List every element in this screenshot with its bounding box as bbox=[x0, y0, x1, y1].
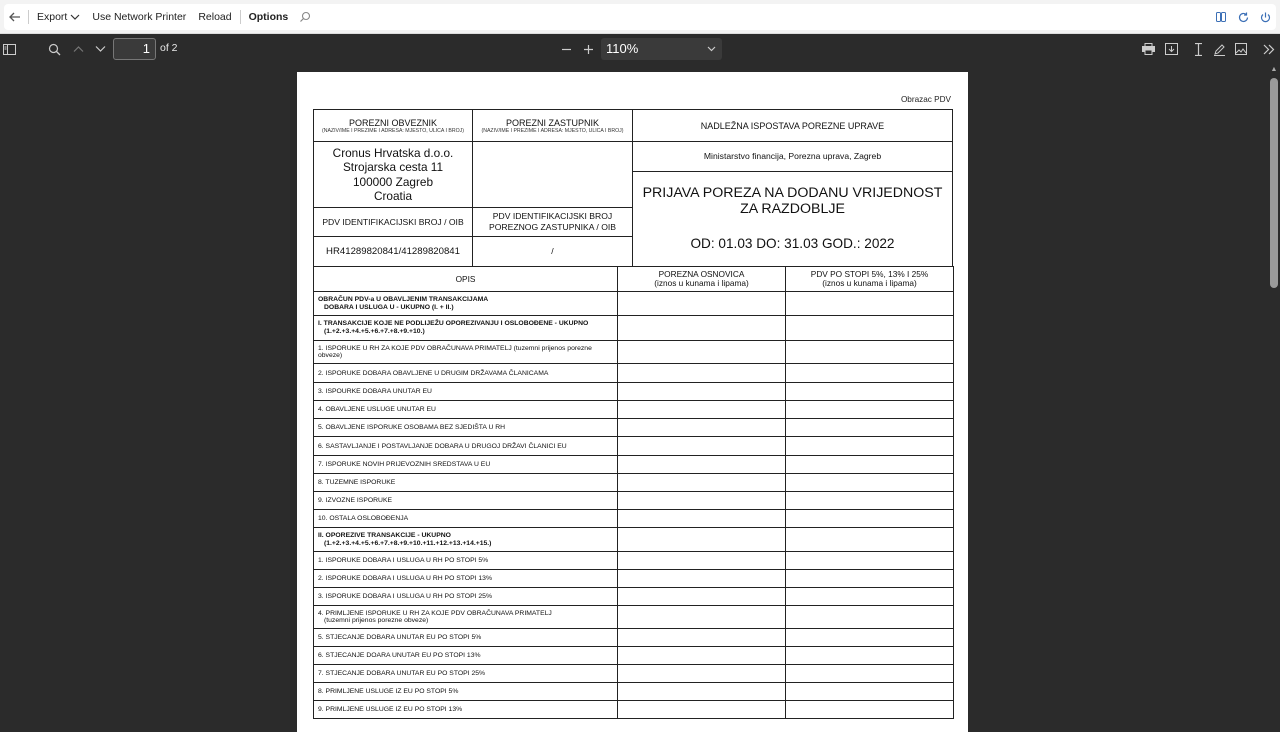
row-description: 5. STJECANJE DOBARA UNUTAR EU PO STOPI 5% bbox=[314, 629, 618, 647]
table-row bbox=[314, 419, 954, 437]
row-tax-base-cell bbox=[618, 401, 786, 419]
row-vat-cell bbox=[786, 292, 954, 316]
row-vat-cell bbox=[786, 419, 954, 437]
vat-id-label: PDV IDENTIFIKACIJSKI BROJ / OIB bbox=[313, 207, 473, 237]
row-vat-cell bbox=[786, 528, 954, 552]
row-description: 2. ISPORUKE DOBARA I USLUGA U RH PO STOPI 13% bbox=[314, 570, 618, 588]
representative-address bbox=[472, 141, 633, 208]
copilot-icon[interactable] bbox=[1210, 6, 1232, 28]
row-tax-base-cell bbox=[618, 701, 786, 719]
row-tax-base-cell bbox=[618, 552, 786, 570]
table-row bbox=[314, 316, 954, 341]
table-row bbox=[314, 683, 954, 701]
row-tax-base-cell bbox=[618, 383, 786, 401]
text-cursor-icon[interactable] bbox=[1189, 40, 1207, 58]
row-vat-cell bbox=[786, 588, 954, 606]
row-description: 7. STJECANJE DOBARA UNUTAR EU PO STOPI 25% bbox=[314, 665, 618, 683]
pdf-toolbar bbox=[0, 35, 1280, 63]
row-vat-cell bbox=[786, 606, 954, 629]
row-tax-base-cell bbox=[618, 456, 786, 474]
row-description: II. OPOREZIVE TRANSAKCIJE - UKUPNO (1.+2.+3.+4.+5.+6.+7.+8.+9.+10.+11.+12.+13.+14.+15.) bbox=[314, 528, 618, 552]
row-tax-base-cell bbox=[618, 647, 786, 665]
row-tax-base-cell bbox=[618, 629, 786, 647]
col-opis: OPIS bbox=[314, 267, 618, 292]
refresh-icon[interactable] bbox=[1232, 6, 1254, 28]
row-vat-cell bbox=[786, 665, 954, 683]
row-description: 4. OBAVLJENE USLUGE UNUTAR EU bbox=[314, 401, 618, 419]
row-description: 6. STJECANJE DOARA UNUTAR EU PO STOPI 13% bbox=[314, 647, 618, 665]
row-vat-cell bbox=[786, 383, 954, 401]
use-network-printer-button[interactable]: Use Network Printer bbox=[92, 11, 187, 23]
table-row bbox=[314, 647, 954, 665]
reload-button[interactable]: Reload bbox=[198, 11, 232, 23]
row-description: 3. ISPOURKE DOBARA UNUTAR EU bbox=[314, 383, 618, 401]
table-row bbox=[314, 474, 954, 492]
row-description: 8. PRIMLJENE USLUGE IZ EU PO STOPI 5% bbox=[314, 683, 618, 701]
row-description: 4. PRIMLJENE ISPORUKE U RH ZA KOJE PDV OBRAČUNAVA PRIMATELJ (tuzemni prijenos porezne obveze) bbox=[314, 606, 618, 629]
table-row bbox=[314, 437, 954, 456]
page-count: of 2 bbox=[160, 42, 178, 54]
table-row bbox=[314, 528, 954, 552]
search-icon[interactable] bbox=[45, 40, 63, 58]
export-button[interactable] bbox=[31, 6, 86, 28]
row-description: 10. OSTALA OSLOBOĐENJA bbox=[314, 510, 618, 528]
table-row bbox=[314, 456, 954, 474]
row-tax-base-cell bbox=[618, 588, 786, 606]
scrollbar-thumb[interactable] bbox=[1270, 78, 1278, 288]
row-description: 8. TUZEMNE ISPORUKE bbox=[314, 474, 618, 492]
table-row bbox=[314, 552, 954, 570]
report-title-block bbox=[632, 171, 953, 267]
pdf-page bbox=[297, 72, 968, 732]
divider bbox=[28, 10, 29, 24]
row-description: 3. ISPORUKE DOBARA I USLUGA U RH PO STOPI 25% bbox=[314, 588, 618, 606]
row-description: 5. OBAVLJENE ISPORUKE OSOBAMA BEZ SJEDIŠTA U RH bbox=[314, 419, 618, 437]
row-vat-cell bbox=[786, 510, 954, 528]
row-tax-base-cell bbox=[618, 606, 786, 629]
row-tax-base-cell bbox=[618, 510, 786, 528]
row-tax-base-cell bbox=[618, 341, 786, 364]
zoom-value: 110% bbox=[606, 41, 639, 56]
row-vat-cell bbox=[786, 341, 954, 364]
col-tax-base: POREZNA OSNOVICA (iznos u kunama i lipama) bbox=[618, 267, 786, 292]
divider bbox=[240, 10, 241, 24]
scroll-up-icon[interactable]: ▲ bbox=[1270, 66, 1278, 73]
row-tax-base-cell bbox=[618, 570, 786, 588]
row-vat-cell bbox=[786, 401, 954, 419]
row-tax-base-cell bbox=[618, 419, 786, 437]
row-vat-cell bbox=[786, 364, 954, 383]
vat-table bbox=[313, 266, 954, 719]
table-row bbox=[314, 492, 954, 510]
page-number-input[interactable]: 1 bbox=[113, 38, 156, 60]
rep-vat-id-value: / bbox=[472, 236, 633, 267]
row-description: 7. ISPORUKE NOVIH PRIJEVOZNIH SREDSTAVA U EU bbox=[314, 456, 618, 474]
row-tax-base-cell bbox=[618, 316, 786, 341]
table-row bbox=[314, 665, 954, 683]
next-page-icon[interactable] bbox=[91, 40, 109, 58]
row-vat-cell bbox=[786, 316, 954, 341]
row-tax-base-cell bbox=[618, 364, 786, 383]
row-description: 1. ISPORUKE DOBARA I USLUGA U RH PO STOPI 5% bbox=[314, 552, 618, 570]
options-button[interactable]: Options bbox=[248, 11, 289, 23]
row-description: 2. ISPORUKE DOBARA OBAVLJENE U DRUGIM DRŽAVAMA ČLANICAMA bbox=[314, 364, 618, 383]
row-vat-cell bbox=[786, 647, 954, 665]
report-period: OD: 01.03 DO: 31.03 GOD.: 2022 bbox=[690, 236, 895, 251]
table-row bbox=[314, 629, 954, 647]
export-label: Export bbox=[37, 11, 68, 23]
row-tax-base-cell bbox=[618, 528, 786, 552]
row-description: 9. IZVOZNE ISPORUKE bbox=[314, 492, 618, 510]
table-row bbox=[314, 401, 954, 419]
table-row bbox=[314, 606, 954, 629]
draw-icon[interactable] bbox=[1210, 40, 1228, 58]
report-title: PRIJAVA POREZA NA DODANU VRIJEDNOST bbox=[642, 185, 943, 201]
row-tax-base-cell bbox=[618, 683, 786, 701]
row-vat-cell bbox=[786, 570, 954, 588]
table-row bbox=[314, 588, 954, 606]
sidebar-toggle-icon[interactable] bbox=[0, 40, 18, 58]
table-row bbox=[314, 701, 954, 719]
row-vat-cell bbox=[786, 629, 954, 647]
row-tax-base-cell bbox=[618, 474, 786, 492]
taxpayer-address: Cronus Hrvatska d.o.o. Strojarska cesta 11 100000 Zagreb Croatia bbox=[313, 141, 473, 208]
table-row bbox=[314, 570, 954, 588]
previous-page-icon[interactable] bbox=[69, 40, 87, 58]
row-vat-cell bbox=[786, 474, 954, 492]
chevron-down-icon bbox=[707, 38, 716, 60]
zoom-select[interactable] bbox=[601, 38, 722, 60]
table-row bbox=[314, 364, 954, 383]
zoom-in-icon[interactable] bbox=[579, 40, 597, 58]
table-row bbox=[314, 383, 954, 401]
row-description: 9. PRIMLJENE USLUGE IZ EU PO STOPI 13% bbox=[314, 701, 618, 719]
row-tax-base-cell bbox=[618, 437, 786, 456]
chevron-down-icon bbox=[70, 13, 80, 21]
row-description: 1. ISPORUKE U RH ZA KOJE PDV OBRAČUNAVA PRIMATELJ (tuzemni prijenos porezne obveze) bbox=[314, 341, 618, 364]
image-icon[interactable] bbox=[1232, 40, 1250, 58]
rep-vat-id-label: PDV IDENTIFIKACIJSKI BROJ POREZNOG ZASTUPNIKA / OIB bbox=[472, 207, 633, 237]
row-description: 6. SASTAVLJANJE I POSTAVLJANJE DOBARA U DRUGOJ DRŽAVI ČLANICI EU bbox=[314, 437, 618, 456]
row-vat-cell bbox=[786, 683, 954, 701]
report-title-sub: ZA RAZDOBLJE bbox=[740, 201, 845, 217]
tax-office-header: NADLEŽNA ISPOSTAVA POREZNE UPRAVE bbox=[632, 109, 953, 142]
row-tax-base-cell bbox=[618, 492, 786, 510]
table-row bbox=[314, 510, 954, 528]
expand-more-icon[interactable] bbox=[1260, 40, 1278, 58]
form-label: Obrazac PDV bbox=[900, 95, 951, 104]
representative-header: POREZNI ZASTUPNIK (NAZIV/IME I PREZIME I ADRESA: MJESTO, ULICA I BROJ) bbox=[472, 109, 633, 142]
zoom-out-icon[interactable] bbox=[557, 40, 575, 58]
row-vat-cell bbox=[786, 437, 954, 456]
taxpayer-header: POREZNI OBVEZNIK (NAZIV/IME I PREZIME I ADRESA: MJESTO, ULICA I BROJ) bbox=[313, 109, 473, 142]
tax-office-value: Ministarstvo financija, Porezna uprava, Zagreb bbox=[632, 141, 953, 172]
search-icon[interactable] bbox=[294, 6, 316, 28]
print-icon[interactable] bbox=[1139, 40, 1157, 58]
app-toolbar bbox=[0, 0, 1280, 34]
vat-id-value: HR41289820841/41289820841 bbox=[313, 236, 473, 267]
row-vat-cell bbox=[786, 701, 954, 719]
row-description: I. TRANSAKCIJE KOJE NE PODLIJEŽU OPOREZIVANJU I OSLOBOĐENE - UKUPNO (1.+2.+3.+4.+5.+6.+7.+8.+9.+10.) bbox=[314, 316, 618, 341]
row-tax-base-cell bbox=[618, 665, 786, 683]
row-vat-cell bbox=[786, 492, 954, 510]
back-arrow-icon[interactable] bbox=[4, 6, 26, 28]
col-vat: PDV PO STOPI 5%, 13% I 25% (iznos u kunama i lipama) bbox=[786, 267, 954, 292]
power-icon[interactable] bbox=[1254, 6, 1276, 28]
table-row bbox=[314, 292, 954, 316]
save-icon[interactable] bbox=[1162, 40, 1180, 58]
row-vat-cell bbox=[786, 456, 954, 474]
table-row bbox=[314, 341, 954, 364]
row-tax-base-cell bbox=[618, 292, 786, 316]
row-vat-cell bbox=[786, 552, 954, 570]
row-description: OBRAČUN PDV-a U OBAVLJENIM TRANSAKCIJAMA DOBARA I USLUGA U - UKUPNO (I. + II.) bbox=[314, 292, 618, 316]
